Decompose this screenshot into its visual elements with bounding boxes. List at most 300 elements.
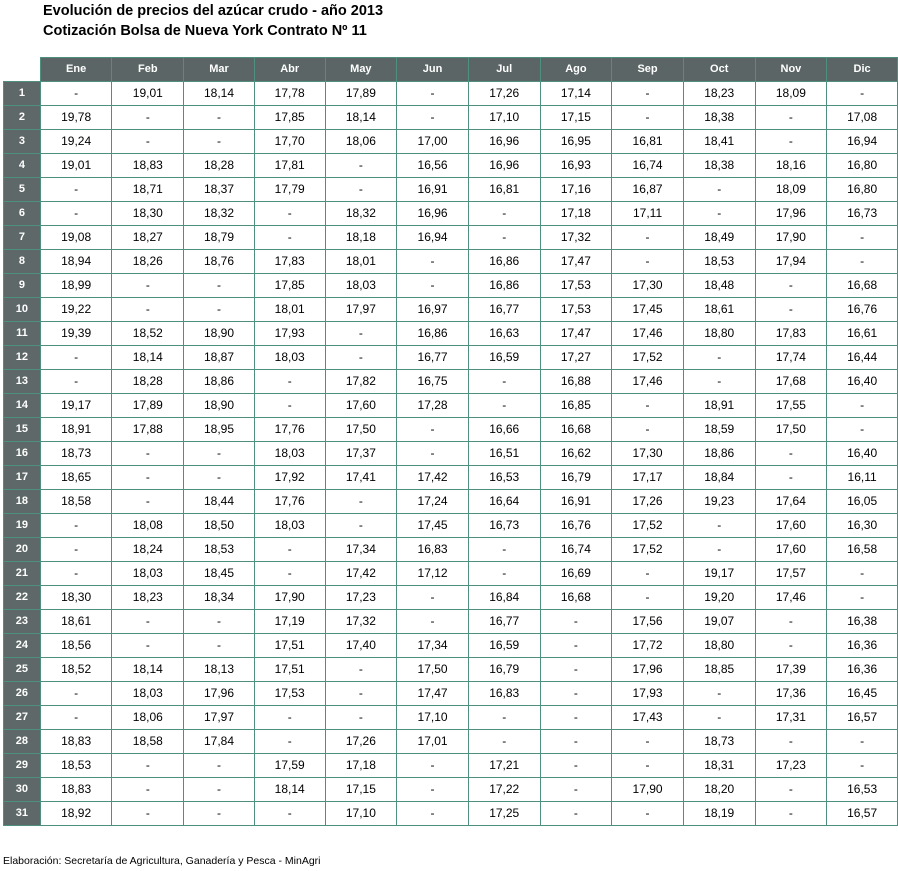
price-cell: 18,91	[40, 417, 112, 441]
table-row	[4, 633, 898, 657]
price-cell: 17,23	[755, 753, 827, 777]
day-label: 29	[4, 753, 41, 777]
price-cell: 19,17	[40, 393, 112, 417]
price-cell: -	[612, 585, 684, 609]
table-row	[4, 753, 898, 777]
table-row	[4, 441, 898, 465]
price-cell: 18,28	[184, 153, 255, 177]
price-cell: 18,52	[40, 657, 112, 681]
price-cell: 17,19	[254, 609, 325, 633]
price-cell: 16,79	[540, 465, 612, 489]
price-cell: 17,11	[612, 201, 684, 225]
price-cell: -	[397, 609, 469, 633]
price-cell: 17,46	[612, 321, 684, 345]
price-cell: 16,40	[827, 441, 898, 465]
price-cell: 17,27	[540, 345, 612, 369]
price-cell: -	[325, 321, 397, 345]
price-cell: 16,77	[468, 609, 540, 633]
price-cell: 17,76	[254, 489, 325, 513]
price-cell: 17,93	[254, 321, 325, 345]
price-cell: 18,53	[184, 537, 255, 561]
day-label: 25	[4, 657, 41, 681]
price-cell: -	[612, 729, 684, 753]
price-cell: -	[40, 537, 112, 561]
price-cell: 18,08	[112, 513, 184, 537]
price-cell: -	[40, 345, 112, 369]
month-header: Ene	[40, 58, 112, 82]
price-cell: -	[468, 225, 540, 249]
day-label: 7	[4, 225, 41, 249]
price-cell: -	[612, 393, 684, 417]
price-cell: 16,76	[827, 297, 898, 321]
price-cell: -	[254, 561, 325, 585]
price-cell: 17,18	[325, 753, 397, 777]
price-cell: 18,23	[683, 81, 755, 105]
price-cell: 19,08	[40, 225, 112, 249]
price-cell: -	[112, 753, 184, 777]
price-cell: 16,94	[827, 129, 898, 153]
price-cell: -	[184, 753, 255, 777]
price-cell: 17,85	[254, 273, 325, 297]
price-cell: 18,32	[184, 201, 255, 225]
month-header: Ago	[540, 58, 612, 82]
price-cell: 17,36	[755, 681, 827, 705]
price-cell: 18,76	[184, 249, 255, 273]
price-cell: 16,36	[827, 657, 898, 681]
price-cell: 18,32	[325, 201, 397, 225]
price-cell: -	[184, 801, 255, 825]
price-cell: 17,26	[325, 729, 397, 753]
price-cell: -	[325, 705, 397, 729]
month-header: Feb	[112, 58, 184, 82]
price-cell: 18,27	[112, 225, 184, 249]
price-cell: 18,49	[683, 225, 755, 249]
price-cell: 17,83	[254, 249, 325, 273]
price-cell: 17,24	[397, 489, 469, 513]
day-label: 3	[4, 129, 41, 153]
price-cell: 18,86	[184, 369, 255, 393]
price-cell: 17,64	[755, 489, 827, 513]
day-label: 31	[4, 801, 41, 825]
price-cell: 17,30	[612, 441, 684, 465]
price-cell: 18,09	[755, 81, 827, 105]
price-cell: -	[397, 273, 469, 297]
table-row	[4, 297, 898, 321]
price-cell: -	[40, 177, 112, 201]
price-cell: -	[112, 105, 184, 129]
price-cell: 16,76	[540, 513, 612, 537]
price-cell: 18,41	[683, 129, 755, 153]
price-cell: -	[683, 705, 755, 729]
price-cell: -	[184, 609, 255, 633]
price-cell: 17,42	[325, 561, 397, 585]
price-cell: 17,81	[254, 153, 325, 177]
price-cell: -	[40, 513, 112, 537]
price-cell: 16,11	[827, 465, 898, 489]
price-cell: 18,26	[112, 249, 184, 273]
price-cell: -	[40, 681, 112, 705]
price-cell: -	[325, 345, 397, 369]
price-cell: -	[184, 105, 255, 129]
price-cell: 17,53	[254, 681, 325, 705]
price-cell: 16,77	[397, 345, 469, 369]
price-cell: 16,91	[540, 489, 612, 513]
page-subtitle: Cotización Bolsa de Nueva York Contrato Nº 11	[43, 23, 367, 39]
price-cell: 18,87	[184, 345, 255, 369]
price-cell: -	[112, 609, 184, 633]
day-label: 27	[4, 705, 41, 729]
price-cell: -	[755, 777, 827, 801]
price-cell: 17,23	[325, 585, 397, 609]
price-cell: 17,82	[325, 369, 397, 393]
price-cell: 16,80	[827, 153, 898, 177]
price-cell: 17,40	[325, 633, 397, 657]
price-cell: 17,50	[397, 657, 469, 681]
price-cell: 17,14	[540, 81, 612, 105]
price-cell: 16,40	[827, 369, 898, 393]
price-cell: -	[397, 417, 469, 441]
price-cell: 16,87	[612, 177, 684, 201]
price-cell: 17,94	[755, 249, 827, 273]
price-cell: 18,38	[683, 105, 755, 129]
price-cell: 18,94	[40, 249, 112, 273]
price-cell: 17,50	[755, 417, 827, 441]
price-cell: 16,85	[540, 393, 612, 417]
price-cell: 19,39	[40, 321, 112, 345]
price-cell: 17,12	[397, 561, 469, 585]
price-cell: -	[254, 369, 325, 393]
price-cell: -	[397, 753, 469, 777]
table-row	[4, 249, 898, 273]
price-cell: 17,55	[755, 393, 827, 417]
price-cell: -	[827, 249, 898, 273]
price-cell: 18,79	[184, 225, 255, 249]
price-cell: -	[254, 393, 325, 417]
price-cell: -	[755, 105, 827, 129]
price-cell: 17,47	[540, 321, 612, 345]
price-cell: 17,32	[540, 225, 612, 249]
price-cell: 16,30	[827, 513, 898, 537]
price-cell: -	[612, 417, 684, 441]
price-cell: -	[112, 129, 184, 153]
price-cell: -	[112, 489, 184, 513]
page-title: Evolución de precios del azúcar crudo - año 2013	[43, 3, 384, 19]
price-cell: 16,96	[468, 129, 540, 153]
price-cell: -	[112, 441, 184, 465]
price-cell: -	[397, 777, 469, 801]
price-cell: 16,68	[540, 417, 612, 441]
price-cell: 18,85	[683, 657, 755, 681]
price-cell: -	[755, 729, 827, 753]
price-cell: 17,76	[254, 417, 325, 441]
price-cell: 16,83	[468, 681, 540, 705]
price-cell: 19,78	[40, 105, 112, 129]
price-cell: 17,45	[612, 297, 684, 321]
price-cell: 16,51	[468, 441, 540, 465]
price-cell: -	[827, 729, 898, 753]
price-cell: 17,78	[254, 81, 325, 105]
price-cell: 17,08	[827, 105, 898, 129]
price-cell: -	[612, 225, 684, 249]
price-cell: -	[612, 249, 684, 273]
price-cell: 16,57	[827, 801, 898, 825]
price-cell: 17,25	[468, 801, 540, 825]
month-header: May	[325, 58, 397, 82]
month-header: Mar	[184, 58, 255, 82]
table-row	[4, 681, 898, 705]
price-cell: -	[468, 369, 540, 393]
price-cell: -	[254, 801, 325, 825]
price-cell: 17,51	[254, 657, 325, 681]
price-cell: -	[827, 225, 898, 249]
price-cell: 16,96	[468, 153, 540, 177]
table-row	[4, 609, 898, 633]
price-cell: 18,45	[184, 561, 255, 585]
price-cell: 18,56	[40, 633, 112, 657]
price-cell: -	[184, 297, 255, 321]
price-cell: 18,30	[112, 201, 184, 225]
price-cell: 16,66	[468, 417, 540, 441]
price-cell: -	[112, 297, 184, 321]
day-label: 22	[4, 585, 41, 609]
price-cell: -	[755, 441, 827, 465]
table-row	[4, 561, 898, 585]
price-cell: 19,07	[683, 609, 755, 633]
price-cell: 16,05	[827, 489, 898, 513]
price-cell: 16,88	[540, 369, 612, 393]
price-cell: 16,74	[540, 537, 612, 561]
price-cell: 16,68	[827, 273, 898, 297]
price-cell: -	[40, 705, 112, 729]
price-cell: 16,57	[827, 705, 898, 729]
day-label: 17	[4, 465, 41, 489]
price-cell: 17,42	[397, 465, 469, 489]
price-cell: -	[325, 513, 397, 537]
price-cell: -	[112, 465, 184, 489]
price-cell: -	[40, 561, 112, 585]
price-cell: 16,97	[397, 297, 469, 321]
price-cell: -	[540, 609, 612, 633]
day-label: 8	[4, 249, 41, 273]
table-row	[4, 657, 898, 681]
day-label: 30	[4, 777, 41, 801]
price-cell: -	[540, 729, 612, 753]
price-cell: 17,31	[755, 705, 827, 729]
price-cell: 16,68	[540, 585, 612, 609]
price-cell: 16,81	[612, 129, 684, 153]
month-header: Abr	[254, 58, 325, 82]
price-cell: -	[683, 681, 755, 705]
day-label: 1	[4, 81, 41, 105]
price-cell: 16,61	[827, 321, 898, 345]
price-cell: -	[397, 105, 469, 129]
price-cell: -	[254, 705, 325, 729]
price-cell: -	[112, 801, 184, 825]
price-cell: 18,73	[683, 729, 755, 753]
price-cell: 18,01	[325, 249, 397, 273]
price-cell: 17,41	[325, 465, 397, 489]
price-cell: -	[612, 561, 684, 585]
price-cell: -	[540, 633, 612, 657]
price-cell: 17,10	[325, 801, 397, 825]
price-cell: 18,23	[112, 585, 184, 609]
table-row	[4, 201, 898, 225]
table-row	[4, 489, 898, 513]
price-cell: 17,59	[254, 753, 325, 777]
footer-credit: Elaboración: Secretaría de Agricultura, Ganadería y Pesca - MinAgri	[3, 855, 321, 867]
table-row	[4, 393, 898, 417]
price-cell: -	[755, 273, 827, 297]
price-cell: 18,31	[683, 753, 755, 777]
price-cell: -	[468, 705, 540, 729]
day-label: 21	[4, 561, 41, 585]
price-cell: 17,56	[612, 609, 684, 633]
price-cell: 18,01	[254, 297, 325, 321]
price-cell: 17,51	[254, 633, 325, 657]
price-cell: 17,68	[755, 369, 827, 393]
month-header: Jul	[468, 58, 540, 82]
price-cell: 19,20	[683, 585, 755, 609]
price-cell: 17,45	[397, 513, 469, 537]
price-cell: 17,18	[540, 201, 612, 225]
price-cell: -	[540, 657, 612, 681]
price-cell: 18,03	[112, 681, 184, 705]
price-cell: 17,70	[254, 129, 325, 153]
price-cell: 18,09	[755, 177, 827, 201]
price-cell: 17,74	[755, 345, 827, 369]
price-cell: 16,73	[468, 513, 540, 537]
price-cell: -	[184, 441, 255, 465]
price-cell: -	[827, 417, 898, 441]
price-cell: 19,01	[40, 153, 112, 177]
price-cell: 18,44	[184, 489, 255, 513]
price-cell: 17,01	[397, 729, 469, 753]
price-cell: 17,60	[325, 393, 397, 417]
price-cell: 18,14	[184, 81, 255, 105]
price-cell: -	[397, 81, 469, 105]
price-cell: 16,95	[540, 129, 612, 153]
price-cell: 18,92	[40, 801, 112, 825]
price-cell: 19,23	[683, 489, 755, 513]
price-cell: 18,14	[325, 105, 397, 129]
table-row	[4, 225, 898, 249]
price-cell: 18,53	[683, 249, 755, 273]
price-cell: 18,65	[40, 465, 112, 489]
price-cell: 16,75	[397, 369, 469, 393]
price-cell: 18,03	[254, 441, 325, 465]
price-cell: -	[112, 273, 184, 297]
price-cell: 18,80	[683, 321, 755, 345]
table-row	[4, 81, 898, 105]
price-cell: 16,81	[468, 177, 540, 201]
price-cell: -	[827, 753, 898, 777]
price-cell: 19,01	[112, 81, 184, 105]
price-cell: 19,22	[40, 297, 112, 321]
price-cell: 18,16	[755, 153, 827, 177]
price-cell: 16,91	[397, 177, 469, 201]
price-cell: 17,47	[397, 681, 469, 705]
price-cell: -	[468, 561, 540, 585]
table-row	[4, 729, 898, 753]
price-cell: 18,03	[325, 273, 397, 297]
price-cell: -	[755, 609, 827, 633]
table-row	[4, 777, 898, 801]
price-cell: 16,74	[612, 153, 684, 177]
table-row	[4, 513, 898, 537]
price-cell: 17,53	[540, 297, 612, 321]
price-cell: 17,10	[468, 105, 540, 129]
price-cell: -	[325, 681, 397, 705]
price-cell: 16,83	[397, 537, 469, 561]
price-cell: 16,96	[397, 201, 469, 225]
price-cell: -	[40, 201, 112, 225]
price-cell: 18,86	[683, 441, 755, 465]
price-cell: 18,80	[683, 633, 755, 657]
price-cell: 19,24	[40, 129, 112, 153]
table-row	[4, 585, 898, 609]
price-cell: -	[397, 441, 469, 465]
price-cell: 16,53	[468, 465, 540, 489]
price-cell: 16,63	[468, 321, 540, 345]
day-label: 24	[4, 633, 41, 657]
price-cell: 17,52	[612, 345, 684, 369]
price-cell: 16,77	[468, 297, 540, 321]
price-cell: -	[468, 537, 540, 561]
table-row	[4, 129, 898, 153]
price-cell: 17,16	[540, 177, 612, 201]
price-cell: -	[683, 201, 755, 225]
price-cell: 17,26	[468, 81, 540, 105]
month-header: Oct	[683, 58, 755, 82]
price-cell: 16,94	[397, 225, 469, 249]
price-cell: 17,52	[612, 537, 684, 561]
price-cell: -	[827, 81, 898, 105]
price-cell: 18,03	[112, 561, 184, 585]
price-cell: 18,84	[683, 465, 755, 489]
price-cell: 18,52	[112, 321, 184, 345]
price-cell: 18,50	[184, 513, 255, 537]
price-cell: -	[755, 633, 827, 657]
price-cell: 17,46	[755, 585, 827, 609]
table-row	[4, 705, 898, 729]
table-body	[4, 81, 898, 825]
price-cell: 17,53	[540, 273, 612, 297]
price-cell: 17,72	[612, 633, 684, 657]
price-cell: 16,44	[827, 345, 898, 369]
price-cell: 16,59	[468, 633, 540, 657]
price-cell: -	[540, 801, 612, 825]
day-label: 23	[4, 609, 41, 633]
price-cell: 18,19	[683, 801, 755, 825]
price-cell: 17,97	[184, 705, 255, 729]
price-cell: 17,96	[755, 201, 827, 225]
price-cell: 18,03	[254, 345, 325, 369]
table-row	[4, 273, 898, 297]
day-label: 10	[4, 297, 41, 321]
price-cell: 18,13	[184, 657, 255, 681]
price-cell: 17,46	[612, 369, 684, 393]
price-cell: 18,28	[112, 369, 184, 393]
day-label: 20	[4, 537, 41, 561]
price-cell: 16,69	[540, 561, 612, 585]
day-label: 9	[4, 273, 41, 297]
table-row	[4, 105, 898, 129]
price-cell: 17,00	[397, 129, 469, 153]
price-cell: 17,43	[612, 705, 684, 729]
price-cell: 17,57	[755, 561, 827, 585]
price-cell: -	[254, 201, 325, 225]
price-cell: -	[540, 753, 612, 777]
